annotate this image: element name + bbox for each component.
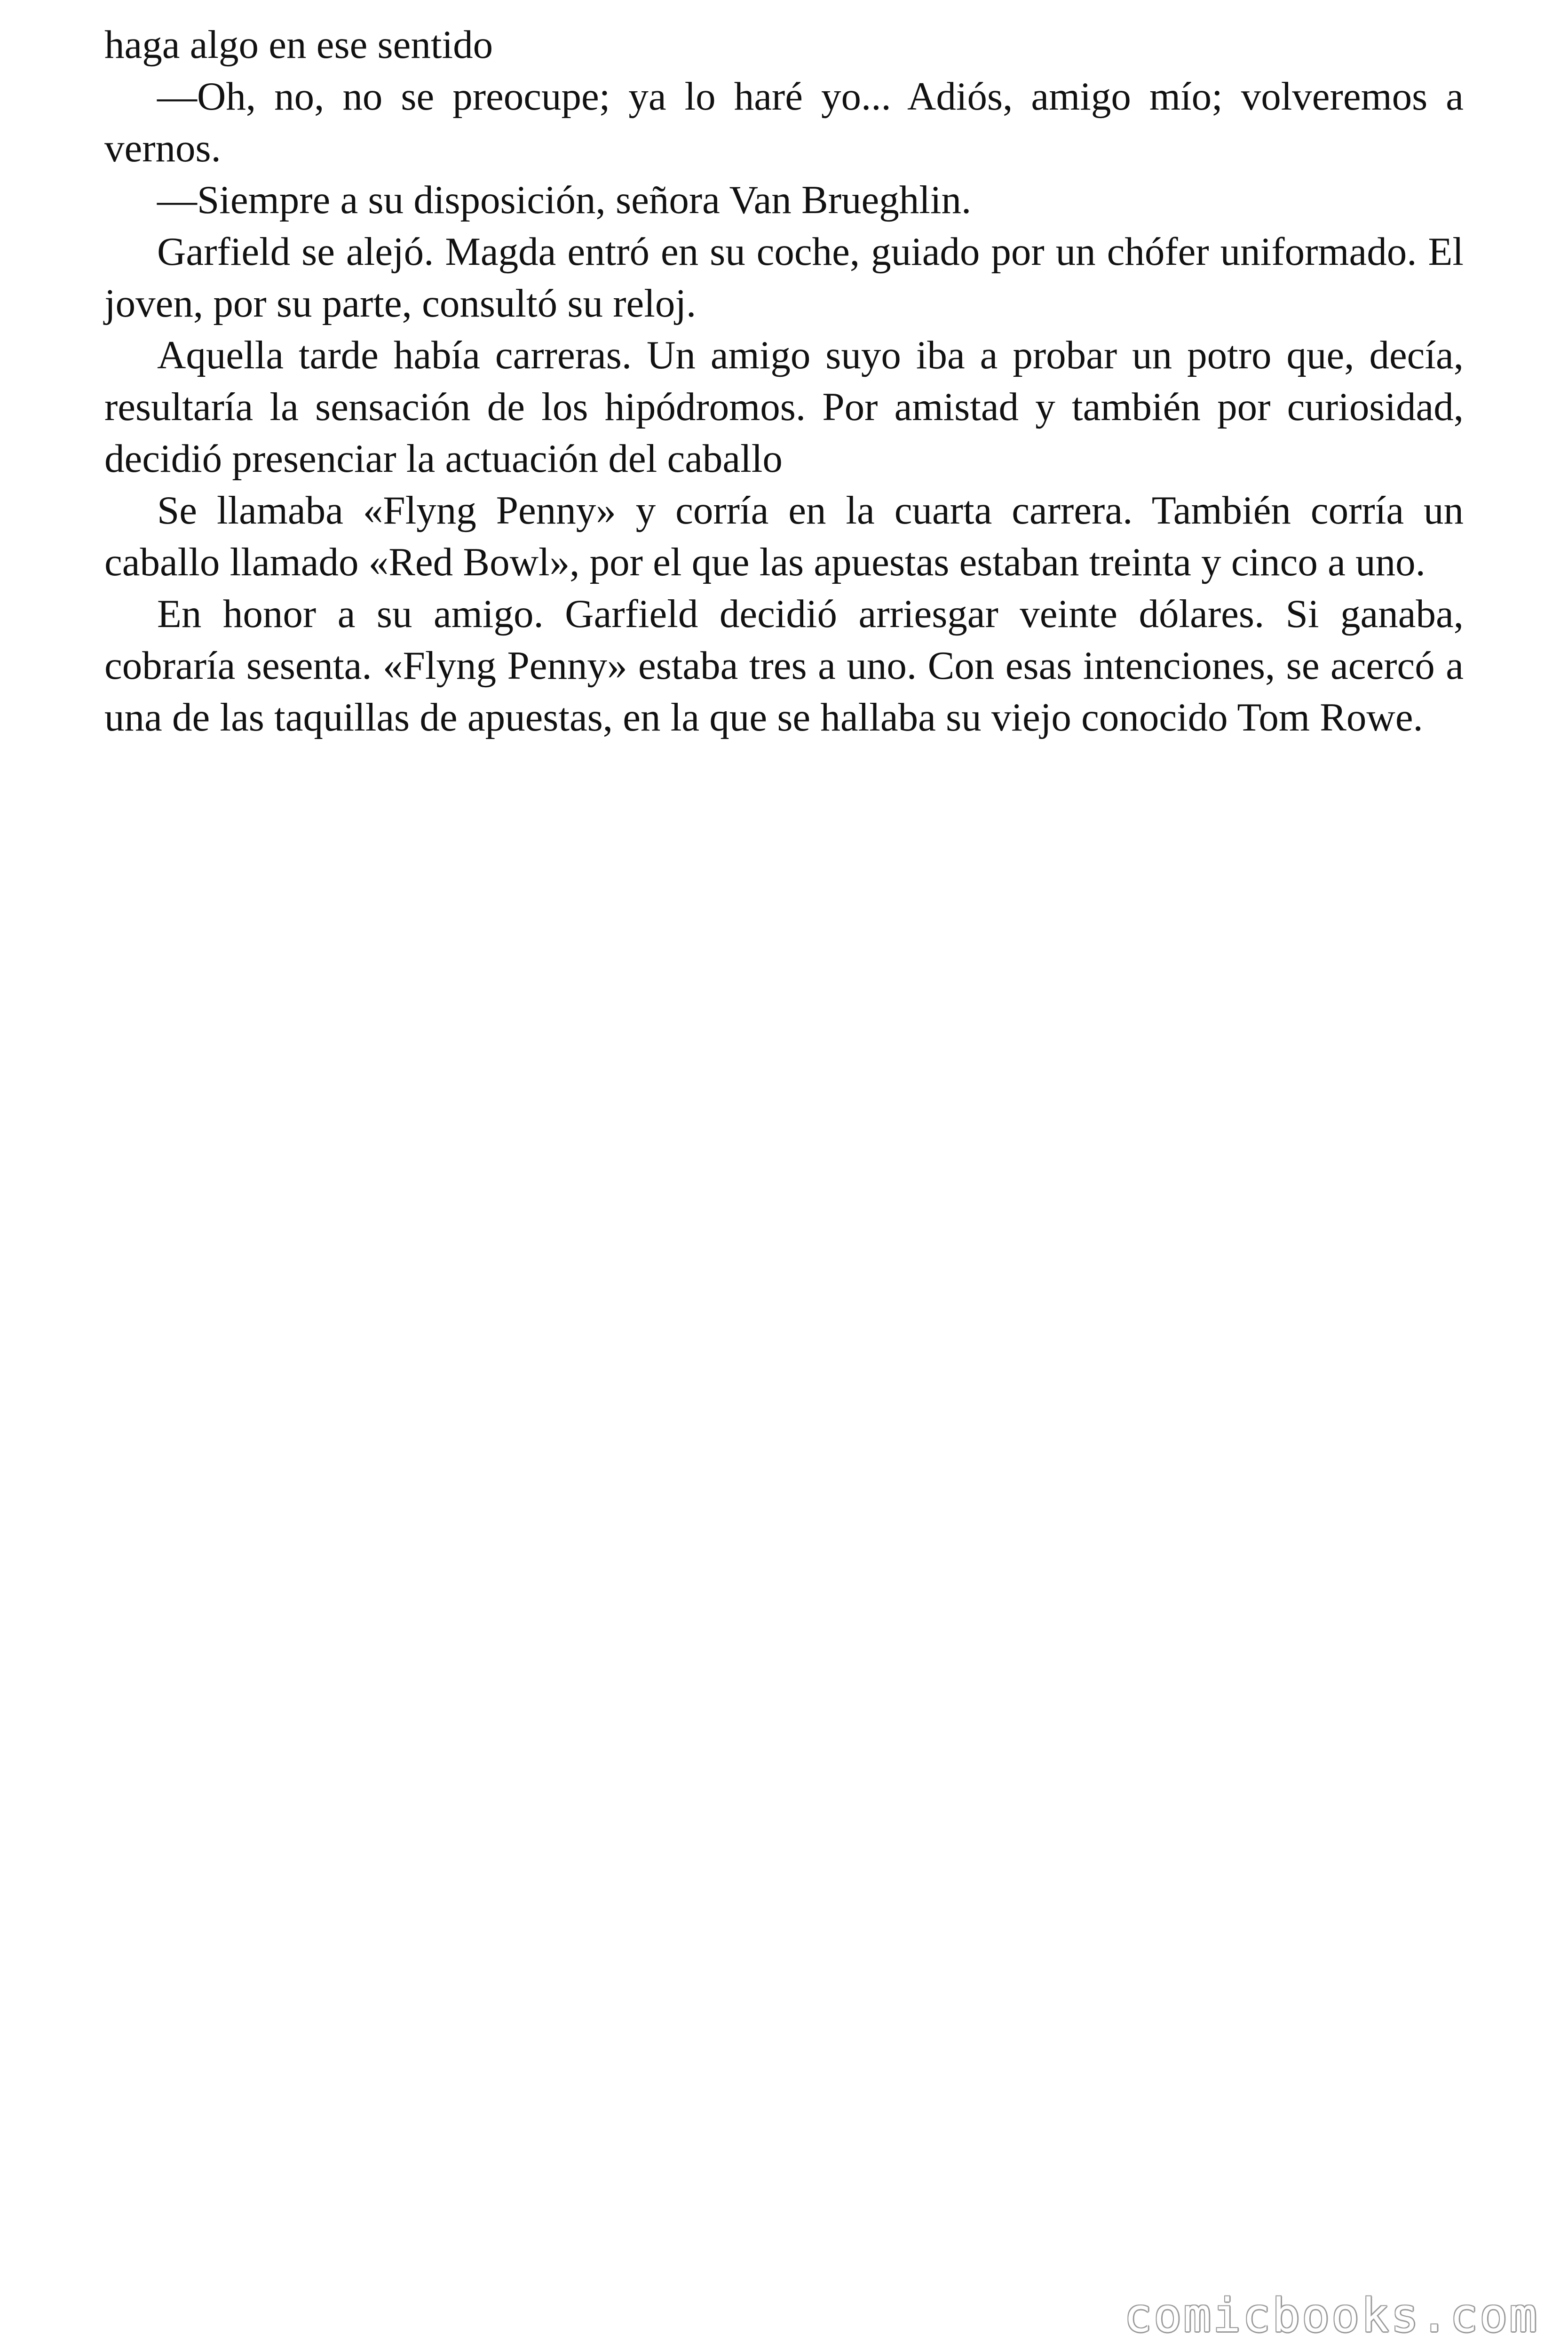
body-text <box>104 19 1464 743</box>
watermark-logo: comicbooks.com <box>1124 2289 1539 2343</box>
paragraph-bet: En honor a su amigo. Garfield decidió arriesgar veinte dólares. Si ganaba, cobraría sesenta. «Flyng Penny» estaba tres a uno. Con esas intenciones, se acercó a una de las taquillas de apuestas, en la que se hallaba su viejo conocido Tom Rowe. <box>104 592 1464 739</box>
paragraph-races: Aquella tarde había carreras. Un amigo suyo iba a probar un potro que, decía, resultaría la sensación de los hipódromos. Por amistad y también por curiosidad, decidió presenciar la actuación del caballo <box>104 333 1464 481</box>
paragraph-dialogue-reply: —Siempre a su disposición, señora Van Brueghlin. <box>157 178 972 222</box>
paragraph-dialogue-farewell: —Oh, no, no se preocupe; ya lo haré yo... Adiós, amigo mío; volveremos a vernos. <box>104 74 1464 170</box>
paragraph-horses: Se llamaba «Flyng Penny» y corría en la cuarta carrera. También corría un caballo llamado «Red Bowl», por el que las apuestas estaban treinta y cinco a uno. <box>104 488 1464 584</box>
paragraph-continuation: haga algo en ese sentido <box>104 23 493 67</box>
paragraph-garfield-leaves: Garfield se alejó. Magda entró en su coche, guiado por un chófer uniformado. El joven, por su parte, consultó su reloj. <box>104 230 1464 326</box>
